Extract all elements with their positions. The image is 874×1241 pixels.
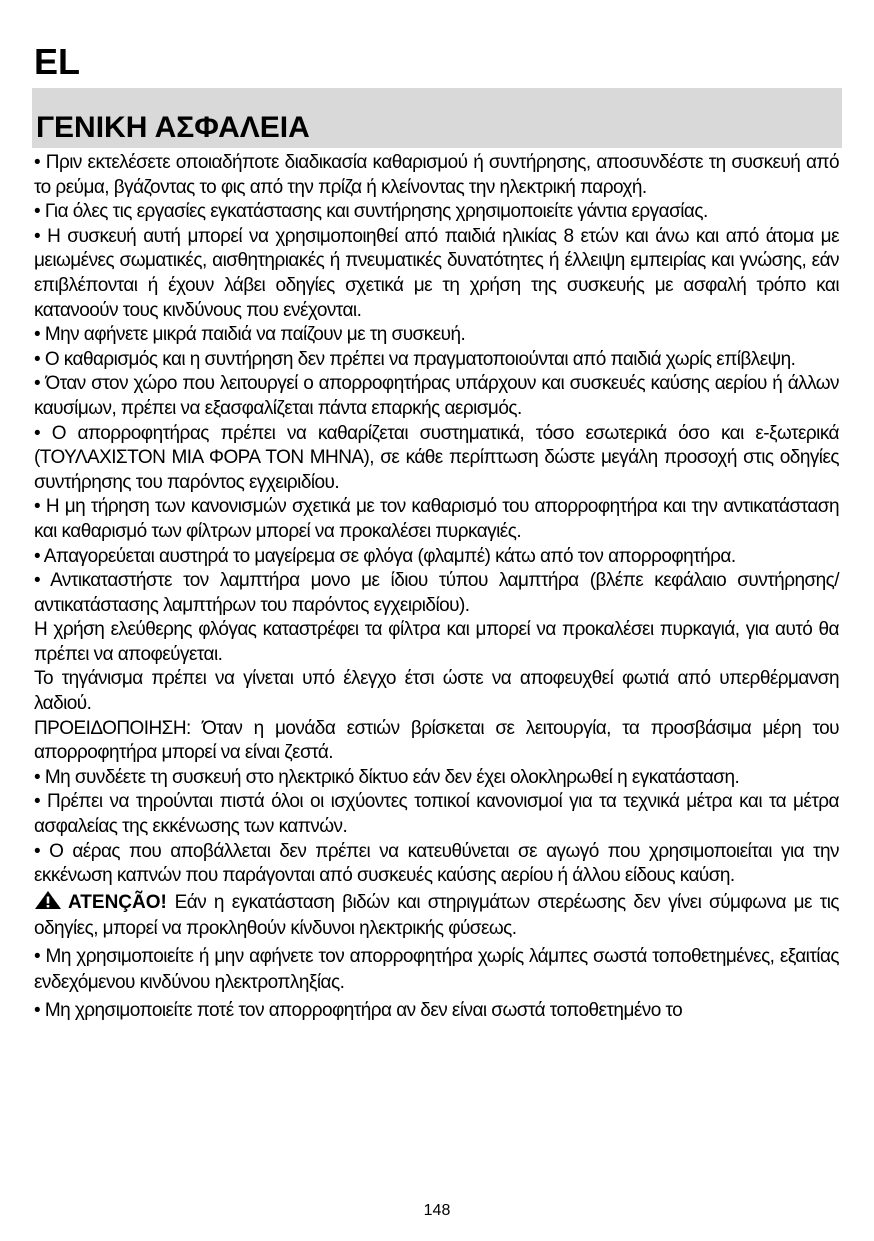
paragraph: • Μη συνδέετε τη συσκευή στο ηλεκτρικό δίκτυο εάν δεν έχει ολοκληρωθεί η εγκατάσταση. bbox=[34, 766, 740, 788]
paragraph: • Μην αφήνετε μικρά παιδιά να παίζουν με τη συσκευή. bbox=[34, 324, 466, 346]
section-title: ΓΕΝΙΚΗ ΑΣΦΑΛΕΙΑ bbox=[36, 111, 310, 144]
warning-label: ATENÇÃO! bbox=[68, 891, 167, 913]
paragraph: • Ο αέρας που αποβάλλεται δεν πρέπει να κατευθύνεται σε αγωγό που χρησιμοποιείται για την εκκένωση καπνών που παράγονται από συσκευές καύσης αερίου ή άλλου είδους καύση. bbox=[34, 840, 839, 887]
paragraph: • Μη χρησιμοποιείτε ή μην αφήνετε τον απορροφητήρα χωρίς λάμπες σωστά τοποθετημένες, εξαιτίας ενδεχόμενου κινδύνου ηλεκτροπληξίας. bbox=[34, 945, 839, 994]
paragraph: • Ο καθαρισμός και η συντήρηση δεν πρέπει να πραγματοποιούνται από παιδιά χωρίς επίβλεψη. bbox=[34, 348, 796, 370]
paragraph: • Απαγορεύεται αυστηρά το μαγείρεμα σε φλόγα (φλαμπέ) κάτω από τον απορροφητήρα. bbox=[34, 545, 736, 567]
paragraph: • Η συσκευή αυτή μπορεί να χρησιμοποιηθεί από παιδιά ηλικίας 8 ετών και άνω και από άτομα με μειωμένες σωματικές, αισθητηριακές ή πνευματικές δυνατότητες ή έλλειψη εμπειρίας και γνώσης, εάν επιβλέπονται ή έχουν λάβει οδηγίες σχετικά με τη χρήση της συσκευής με ασφαλή τρόπο και κατανοούν τους κινδύνους που ενέχονται. bbox=[34, 225, 839, 321]
paragraph: • Μη χρησιμοποιείτε ποτέ τον απορροφητήρα αν δεν είναι σωστά τοποθετημένο το bbox=[34, 999, 683, 1021]
warning-triangle-icon bbox=[34, 890, 62, 910]
safety-text-body bbox=[34, 151, 839, 1025]
paragraph: • Πριν εκτελέσετε οποιαδήποτε διαδικασία καθαρισμού ή συντήρησης, αποσυνδέστε τη συσκευή από το ρεύμα, βγάζοντας το φις από την πρίζα ή κλείνοντας την ηλεκτρική παροχή. bbox=[34, 152, 839, 198]
paragraph: • Η μη τήρηση των κανονισμών σχετικά με τον καθαρισμό του απορροφητήρα και την αντικατάσταση και καθαρισμό των φίλτρων μπορεί να προκαλέσει πυρκαγιές. bbox=[34, 496, 839, 542]
paragraph: Το τηγάνισμα πρέπει να γίνεται υπό έλεγχο έτσι ώστε να αποφευχθεί φωτιά από υπερθέρμανση λαδιού. bbox=[34, 668, 839, 715]
warning-paragraph bbox=[34, 890, 839, 943]
paragraph: Η χρήση ελεύθερης φλόγας καταστρέφει τα φίλτρα και μπορεί να προκαλέσει πυρκαγιά, για αυτό θα πρέπει να αποφεύγεται. bbox=[34, 619, 839, 665]
page-number: 148 bbox=[423, 1202, 451, 1219]
paragraph: • Όταν στον χώρο που λειτουργεί ο απορροφητήρας υπάρχουν και συσκευές καύσης αερίου ή άλλων καυσίμων, πρέπει να εξασφαλίζεται πάντα επαρκής αερισμός. bbox=[34, 373, 839, 419]
paragraph: • Αντικαταστήστε τον λαμπτήρα μονο με ίδιου τύπου λαμπτήρα (βλέπε κεφάλαιο συντήρησης/αντικατάστασης λαμπτήρων του παρόντος εγχειριδίου). bbox=[34, 570, 839, 616]
paragraph: • Για όλες τις εργασίες εγκατάστασης και συντήρησης χρησιμοποιείτε γάντια εργασίας. bbox=[34, 201, 708, 223]
language-code: EL bbox=[34, 41, 81, 82]
warning-text: Εάν η εγκατάσταση βιδών και στηριγμάτων στερέωσης δεν γίνει σύμφωνα με τις οδηγίες, μπορεί να προκληθούν κίνδυνοι ηλεκτρικής φύσεως. bbox=[34, 891, 839, 940]
section-header-bar bbox=[32, 88, 842, 148]
paragraph: • Πρέπει να τηρούνται πιστά όλοι οι ισχύοντες τοπικοί κανονισμοί για τα τεχνικά μέτρα και τα μέτρα ασφαλείας της εκκένωσης των καπνών. bbox=[34, 791, 839, 838]
paragraph: • Ο απορροφητήρας πρέπει να καθαρίζεται συστηματικά, τόσο εσωτερικά όσο και ε-ξωτερικά (ΤΟΥΛΑΧΙΣΤΟΝ ΜΙΑ ΦΟΡΑ ΤΟΝ ΜΗΝΑ), σε κάθε περίπτωση δώστε μεγάλη προσοχή στις οδηγίες συντήρησης του παρόντος εγχειριδίου. bbox=[34, 422, 839, 493]
paragraph: ΠΡΟΕΙΔΟΠΟΙΗΣΗ: Όταν η μονάδα εστιών βρίσκεται σε λειτουργία, τα προσβάσιμα μέρη του απορροφητήρα μπορεί να είναι ζεστά. bbox=[34, 717, 839, 764]
